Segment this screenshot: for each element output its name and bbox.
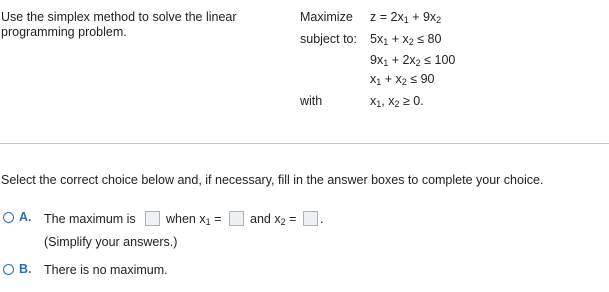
choice-b-letter[interactable]: B. [19,262,32,276]
choice-a-when-x1: when $x_1$ = [166,212,222,227]
choice-a-letter[interactable]: A. [19,210,32,224]
problem-instruction: Use the simplex method to solve the linear programming problem. [1,10,237,39]
objective-function: $z = 2x_1 + 9x_2$ [370,10,442,25]
simplify-hint: (Simplify your answers.) [44,235,178,249]
constraint-2: $9x_1 + 2x_2 \le 100$ [370,53,456,68]
maximize-label: Maximize [300,10,353,24]
choice-a-text: The maximum is [44,212,136,226]
x1-value-input[interactable] [229,211,244,226]
choice-a-period: . [320,212,324,226]
choice-b-text: There is no maximum. [44,263,168,277]
section-divider [0,143,609,144]
choice-a-and-x2: and $x_2$ = [250,212,297,227]
question-prompt: Select the correct choice below and, if necessary, fill in the answer boxes to complete your choice. [1,173,544,187]
constraint-1: $5x_1 + x_2 \le 80$ [370,32,442,47]
x2-value-input[interactable] [303,211,318,226]
maximum-value-input[interactable] [145,211,160,226]
choice-a-radio[interactable] [3,212,14,223]
nonnegativity-constraint: $x_1$, $x_2 \ge 0$. [370,94,424,109]
subject-to-label: subject to: [300,32,357,46]
choice-b-radio[interactable] [3,264,14,275]
constraint-3: $x_1 + x_2 \le 90$ [370,72,435,87]
with-label: with [300,94,323,108]
